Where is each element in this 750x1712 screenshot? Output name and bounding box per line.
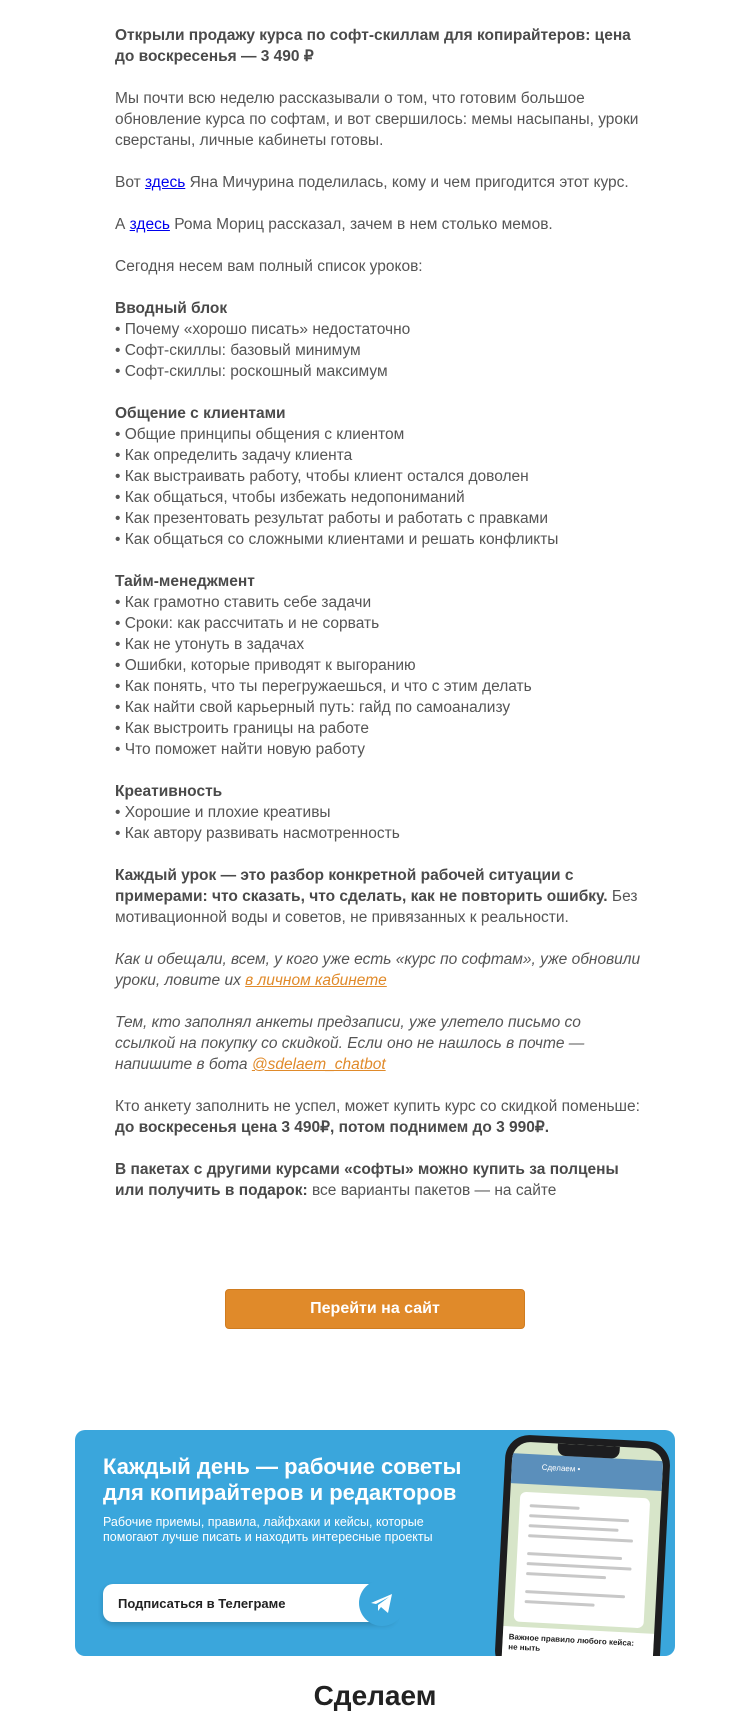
block-title: Креативность bbox=[115, 783, 223, 800]
phone-screen bbox=[500, 1441, 663, 1656]
promised-paragraph: Как и обещали, всем, у кого уже есть «курс по софтам», уже обновили уроки, ловите их в личном кабинете bbox=[115, 951, 641, 989]
channel-header bbox=[511, 1453, 663, 1491]
lesson-item: • Как определить задачу клиента bbox=[115, 447, 353, 464]
footer-logo: Сделаем bbox=[313, 1680, 437, 1711]
block-title: Вводный блок bbox=[115, 300, 228, 317]
packages-paragraph: В пакетах с другими курсами «софты» можно купить за полцены или получить в подарок: все варианты пакетов — на сайте bbox=[115, 1161, 619, 1199]
lesson-item: • Как презентовать результат работы и работать с правками bbox=[115, 510, 548, 527]
email-body bbox=[115, 25, 645, 1222]
block-creativity bbox=[115, 781, 645, 844]
banner-title: Каждый день — рабочие советы для копирайтеров и редакторов bbox=[103, 1454, 462, 1505]
post-text: Важное правило любого кейса: не ныть bbox=[500, 1626, 654, 1656]
yana-link[interactable]: здесь bbox=[145, 174, 186, 191]
lesson-item: • Как понять, что ты перегружаешься, и что с этим делать bbox=[115, 678, 532, 695]
go-to-site-button[interactable]: Перейти на сайт bbox=[225, 1289, 525, 1329]
lesson-item: • Что поможет найти новую работу bbox=[115, 741, 365, 758]
preorder-paragraph: Тем, кто заполнял анкеты предзаписи, уже улетело письмо со ссылкой на покупку со скидкой. Если оно не нашлось в почте — напишите в бота @sdelaem_chatbot bbox=[115, 1014, 585, 1073]
lesson-format-paragraph: Каждый урок — это разбор конкретной рабочей ситуации с примерами: что сказать, что сделать, как не повторить ошибку. Без мотивационной воды и советов, не привязанных к реальности. bbox=[115, 867, 638, 926]
lesson-item: • Как общаться со сложными клиентами и решать конфликты bbox=[115, 531, 559, 548]
headline: Открыли продажу курса по софт-скиллам для копирайтеров: цена до воскресенья — 3 490 ₽ bbox=[115, 27, 631, 65]
lesson-item: • Софт-скиллы: роскошный максимум bbox=[115, 363, 388, 380]
subscribe-telegram-label: Подписаться в Телеграме bbox=[118, 1596, 286, 1611]
phone-mockup bbox=[494, 1434, 671, 1656]
cabinet-link[interactable]: в личном кабинете bbox=[245, 972, 387, 989]
lesson-item: • Как общаться, чтобы избежать недопониманий bbox=[115, 489, 465, 506]
text-line bbox=[525, 1590, 625, 1598]
lesson-item: • Почему «хорошо писать» недостаточно bbox=[115, 321, 411, 338]
lessons-intro: Сегодня несем вам полный список уроков: bbox=[115, 258, 423, 275]
block-title: Общение с клиентами bbox=[115, 405, 286, 422]
price-paragraph: Кто анкету заполнить не успел, может купить курс со скидкой поменьше: до воскресенья цена 3 490₽, потом поднимем до 3 990₽. bbox=[115, 1098, 640, 1136]
lesson-item: • Как грамотно ставить себе задачи bbox=[115, 594, 372, 611]
telegram-icon bbox=[359, 1580, 405, 1626]
text-line bbox=[525, 1600, 595, 1607]
lesson-item: • Сроки: как рассчитать и не сорвать bbox=[115, 615, 380, 632]
banner-text: Рабочие приемы, правила, лайфхаки и кейсы, которые помогают лучше писать и находить интересные проекты bbox=[103, 1515, 433, 1544]
lesson-item: • Как найти свой карьерный путь: гайд по самоанализу bbox=[115, 699, 511, 716]
yana-paragraph: Вот здесь Яна Мичурина поделилась, кому и чем пригодится этот курс. bbox=[115, 174, 629, 191]
lesson-item: • Софт-скиллы: базовый минимум bbox=[115, 342, 361, 359]
block-time-management bbox=[115, 571, 645, 760]
lesson-item: • Ошибки, которые приводят к выгоранию bbox=[115, 657, 416, 674]
block-title: Тайм-менеджмент bbox=[115, 573, 255, 590]
roma-paragraph: А здесь Рома Мориц рассказал, зачем в нем столько мемов. bbox=[115, 216, 553, 233]
text-line bbox=[527, 1562, 632, 1570]
lesson-item: • Общие принципы общения с клиентом bbox=[115, 426, 405, 443]
cta-container bbox=[225, 1289, 525, 1329]
text-line bbox=[527, 1552, 622, 1560]
text-line bbox=[530, 1504, 580, 1510]
lesson-item: • Как выстроить границы на работе bbox=[115, 720, 369, 737]
lesson-item: • Хорошие и плохие креативы bbox=[115, 804, 331, 821]
chatbot-link[interactable]: @sdelaem_chatbot bbox=[251, 1056, 386, 1073]
text-line bbox=[528, 1534, 633, 1542]
roma-link[interactable]: здесь bbox=[129, 216, 170, 233]
block-clients bbox=[115, 403, 645, 550]
post-image bbox=[514, 1492, 651, 1629]
lesson-item: • Как выстраивать работу, чтобы клиент остался доволен bbox=[115, 468, 529, 485]
channel-name: Сделаем • bbox=[541, 1462, 581, 1474]
lesson-item: • Как не утонуть в задачах bbox=[115, 636, 305, 653]
lesson-item: • Как автору развивать насмотренность bbox=[115, 825, 400, 842]
intro-paragraph: Мы почти всю неделю рассказывали о том, что готовим большое обновление курса по софтам, и вот свершилось: мемы насыпаны, уроки сверстаны, личные кабинеты готовы. bbox=[115, 90, 639, 149]
text-line bbox=[529, 1524, 619, 1532]
subscribe-telegram-button[interactable] bbox=[103, 1584, 395, 1622]
text-line bbox=[526, 1572, 606, 1579]
text-line bbox=[529, 1514, 629, 1522]
telegram-banner[interactable] bbox=[75, 1430, 675, 1656]
block-intro bbox=[115, 298, 645, 382]
